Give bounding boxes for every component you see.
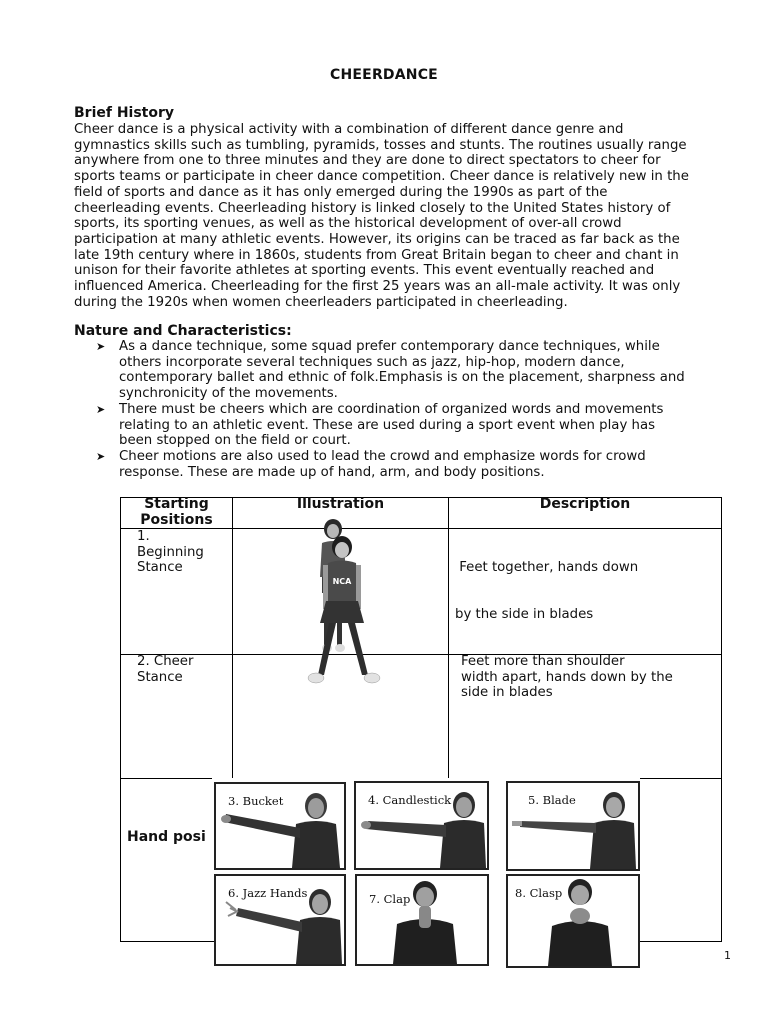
person-bucket-arm-icon [216, 784, 344, 868]
person-blade-arm-icon [508, 783, 638, 869]
table-col-divider [448, 497, 449, 778]
bullet-line: contemporary ballet and ethnic of folk.Emphasis is on the placement, sharpness and [119, 370, 685, 386]
brief-history-heading: Brief History [74, 105, 175, 121]
photo-label: 5. Blade [528, 793, 576, 807]
table-border-right [721, 497, 722, 942]
hand-position-clap [355, 874, 489, 966]
photo-label: 4. Candlestick [368, 793, 452, 807]
history-line: cheerleading events. Cheerleading history is linked closely to the United States history of [74, 200, 671, 216]
jersey-text: NCA [332, 577, 352, 586]
hand-position-jazz-hands [214, 874, 346, 966]
row-cheer-stance-description [461, 654, 673, 701]
cell-line: 1. [137, 529, 150, 544]
row-cheer-stance-name [137, 654, 193, 685]
cell-line: Feet more than shoulder [461, 654, 625, 669]
table-border-bottom [120, 941, 214, 942]
nature-bullet-list [74, 339, 734, 480]
history-line: Cheer dance is a physical activity with a combination of different dance genre and [74, 122, 624, 137]
arrow-bullet-icon: ➤ [96, 340, 106, 353]
arrow-bullet-icon: ➤ [96, 449, 106, 463]
table-row-divider [120, 778, 212, 779]
history-line: during the 1920s when women cheerleaders participated in cheerleading. [74, 294, 568, 310]
hand-position-blade [506, 781, 640, 871]
photo-label: 6. Jazz Hands [228, 886, 308, 900]
hand-position-clasp [506, 874, 640, 968]
table-border-bottom [640, 941, 722, 942]
bullet-line: others incorporate several techniques such as jazz, hip-hop, modern dance, [119, 354, 625, 370]
arrow-bullet-icon: ➤ [96, 402, 106, 416]
cheerleaders-illustration [296, 515, 391, 687]
cell-line: Beginning [137, 544, 204, 560]
bullet-line: There must be cheers which are coordination of organized words and movements [119, 401, 664, 417]
history-line: field of sports and dance as it has only emerged during the 1990s as part of the [74, 184, 608, 200]
history-line: anywhere from one to three minutes and they are done to direct spectators to cheer for [74, 153, 661, 169]
hand-position-bucket [214, 782, 346, 870]
cell-line: Stance [137, 560, 183, 575]
row-beginning-stance-name [137, 529, 204, 576]
bullet-line: As a dance technique, some squad prefer contemporary dance techniques, while [119, 339, 660, 354]
bullet-line: Cheer motions are also used to lead the crowd and emphasize words for crowd [119, 448, 646, 464]
bullet-item [74, 339, 734, 402]
nature-heading: Nature and Characteristics: [74, 323, 292, 339]
header-description: Description [539, 496, 631, 512]
photo-label: 3. Bucket [228, 794, 284, 808]
hand-positions-label: Hand posi [127, 829, 206, 845]
person-candlestick-arm-icon [356, 783, 487, 868]
person-jazz-hands-icon [216, 876, 344, 964]
cell-line: by the side in blades [455, 606, 594, 622]
table-col-divider [232, 497, 233, 778]
history-line: sports, its sporting venues, as well as the historical development of over-all crowd [74, 216, 622, 232]
history-line: participation at many athletic events. However, its origins can be traced as far back as the [74, 231, 680, 247]
history-line: influenced America. Cheerleading for the first 25 years was an all-male activity. It was only [74, 279, 681, 295]
history-line: sports teams or participate in cheer dance competition. Cheer dance is relatively new in the [74, 169, 689, 185]
table-border-left [120, 497, 121, 942]
brief-history-paragraph [74, 122, 734, 310]
page-number: 1 [724, 949, 731, 962]
table-row-divider [640, 778, 722, 779]
header-line: Starting [144, 496, 209, 512]
bullet-line: response. These are made up of hand, arm, and body positions. [119, 464, 545, 480]
bullet-line: relating to an athletic event. These are used during a sport event when play has [119, 417, 656, 433]
header-line: Positions [140, 511, 213, 528]
cell-line: 2. Cheer [137, 654, 194, 669]
header-illustration: Illustration [296, 496, 385, 512]
photo-label: 7. Clap [369, 892, 411, 906]
cell-line: Stance [137, 669, 183, 685]
row-beginning-stance-description [455, 529, 638, 638]
history-line: unison for their favorite athletes at sporting events. This event eventually reached and [74, 263, 655, 279]
bullet-line: synchronicity of the movements. [119, 386, 338, 402]
hand-position-candlestick [354, 781, 489, 870]
bullet-item [74, 449, 734, 480]
history-line: gymnastics skills such as tumbling, pyramids, tosses and stunts. The routines usually range [74, 137, 687, 153]
bullet-item [74, 402, 734, 449]
cell-line: side in blades [461, 685, 553, 700]
header-starting-positions [121, 497, 232, 528]
cell-line: Feet together, hands down [455, 560, 639, 575]
bullet-line: been stopped on the field or court. [119, 433, 351, 449]
history-line: late 19th century where in 1860s, students from Great Britain began to cheer and chant in [74, 247, 679, 263]
cell-line: width apart, hands down by the [461, 669, 673, 685]
page-title: CHEERDANCE [330, 67, 438, 83]
person-clap-icon [357, 876, 487, 964]
person-clasp-icon [508, 876, 638, 966]
photo-label: 8. Clasp [515, 886, 563, 900]
